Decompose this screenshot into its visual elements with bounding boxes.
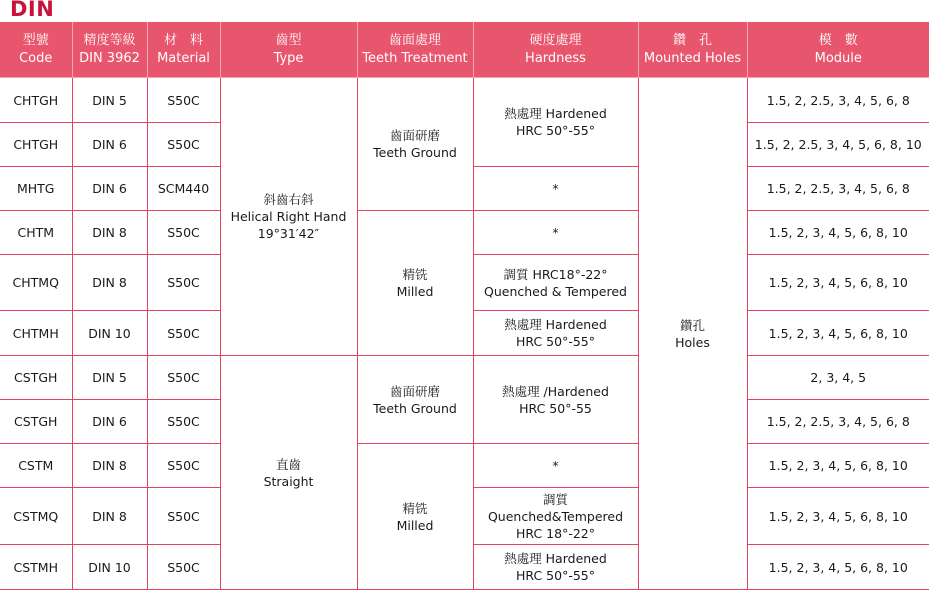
module-cell: 1.5, 2, 2.5, 3, 4, 5, 6, 8, 10 (747, 123, 929, 167)
code-cell: CHTMQ (0, 255, 72, 311)
code-cell: CHTGH (0, 78, 72, 123)
hardness-cell: 熱處理 /Hardened HRC 50°-55 (473, 356, 638, 444)
treatment-milled-cell: 精铣 Milled (357, 444, 473, 590)
din-cell: DIN 6 (72, 167, 147, 211)
din-cell: DIN 6 (72, 400, 147, 444)
code-cell: CSTM (0, 444, 72, 488)
material-cell: S50C (147, 488, 220, 545)
code-cell: CHTMH (0, 311, 72, 356)
table-row (0, 78, 929, 123)
din-cell: DIN 8 (72, 255, 147, 311)
material-cell: SCM440 (147, 167, 220, 211)
code-cell: CHTM (0, 211, 72, 255)
type-straight-cell: 直齒 Straight (220, 356, 357, 590)
module-cell: 1.5, 2, 3, 4, 5, 6, 8, 10 (747, 311, 929, 356)
hardness-cell: 熱處理 Hardened HRC 50°-55° (473, 78, 638, 167)
treatment-ground-cell: 齒面研磨 Teeth Ground (357, 78, 473, 211)
header-material: 材 料 Material (147, 22, 220, 78)
material-cell: S50C (147, 123, 220, 167)
module-cell: 1.5, 2, 2.5, 3, 4, 5, 6, 8 (747, 400, 929, 444)
hardness-cell: * (473, 211, 638, 255)
module-cell: 1.5, 2, 3, 4, 5, 6, 8, 10 (747, 444, 929, 488)
din-cell: DIN 6 (72, 123, 147, 167)
din-cell: DIN 8 (72, 488, 147, 545)
hardness-cell: 調質 Quenched&Tempered HRC 18°-22° (473, 488, 638, 545)
header-hardness: 硬度處理 Hardness (473, 22, 638, 78)
material-cell: S50C (147, 444, 220, 488)
hardness-cell: 調質 HRC18°-22° Quenched & Tempered (473, 255, 638, 311)
code-cell: CSTGH (0, 356, 72, 400)
page-title: DIN (10, 0, 55, 21)
module-cell: 1.5, 2, 3, 4, 5, 6, 8, 10 (747, 211, 929, 255)
type-helical-cell: 斜齒右斜 Helical Right Hand 19°31′42″ (220, 78, 357, 356)
table-row (0, 356, 929, 400)
material-cell: S50C (147, 211, 220, 255)
module-cell: 1.5, 2, 3, 4, 5, 6, 8, 10 (747, 488, 929, 545)
material-cell: S50C (147, 356, 220, 400)
module-cell: 1.5, 2, 2.5, 3, 4, 5, 6, 8 (747, 167, 929, 211)
din-cell: DIN 8 (72, 211, 147, 255)
din-cell: DIN 10 (72, 545, 147, 590)
treatment-ground-cell: 齒面研磨 Teeth Ground (357, 356, 473, 444)
code-cell: CSTMQ (0, 488, 72, 545)
hardness-cell: * (473, 167, 638, 211)
table-row (0, 444, 929, 488)
material-cell: S50C (147, 78, 220, 123)
holes-cell: 鑽孔 Holes (638, 78, 747, 590)
table-row (0, 211, 929, 255)
din-cell: DIN 8 (72, 444, 147, 488)
din-spec-table (0, 22, 929, 590)
header-code: 型號 Code (0, 22, 72, 78)
module-cell: 1.5, 2, 2.5, 3, 4, 5, 6, 8 (747, 78, 929, 123)
material-cell: S50C (147, 400, 220, 444)
header-module: 模 數 Module (747, 22, 929, 78)
code-cell: CHTGH (0, 123, 72, 167)
material-cell: S50C (147, 311, 220, 356)
module-cell: 2, 3, 4, 5 (747, 356, 929, 400)
material-cell: S50C (147, 545, 220, 590)
din-cell: DIN 10 (72, 311, 147, 356)
treatment-milled-cell: 精铣 Milled (357, 211, 473, 356)
hardness-cell: 熱處理 Hardened HRC 50°-55° (473, 311, 638, 356)
hardness-cell: 熱處理 Hardened HRC 50°-55° (473, 545, 638, 590)
din-cell: DIN 5 (72, 356, 147, 400)
module-cell: 1.5, 2, 3, 4, 5, 6, 8, 10 (747, 545, 929, 590)
code-cell: CSTGH (0, 400, 72, 444)
header-din: 精度等級 DIN 3962 (72, 22, 147, 78)
material-cell: S50C (147, 255, 220, 311)
hardness-cell: * (473, 444, 638, 488)
header-type: 齒型 Type (220, 22, 357, 78)
header-row (0, 22, 929, 78)
din-cell: DIN 5 (72, 78, 147, 123)
code-cell: CSTMH (0, 545, 72, 590)
module-cell: 1.5, 2, 3, 4, 5, 6, 8, 10 (747, 255, 929, 311)
header-holes: 鑽 孔 Mounted Holes (638, 22, 747, 78)
code-cell: MHTG (0, 167, 72, 211)
header-treatment: 齒面處理 Teeth Treatment (357, 22, 473, 78)
